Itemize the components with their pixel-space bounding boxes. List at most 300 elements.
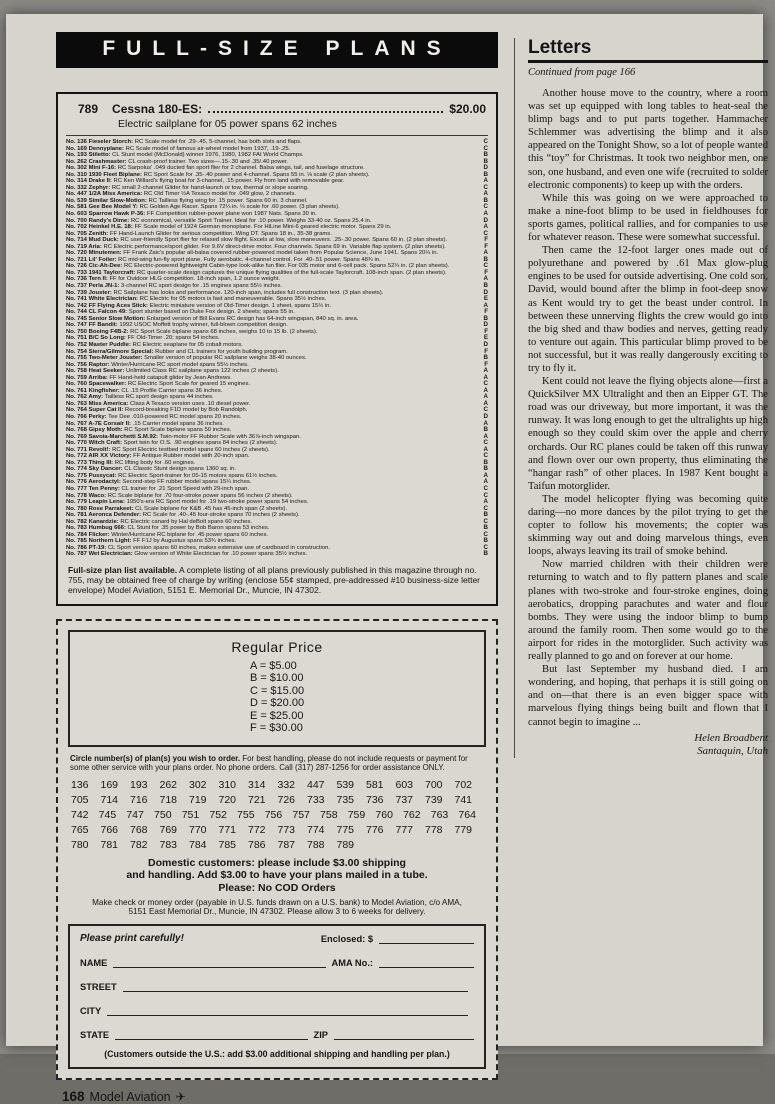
city-label: CITY: [80, 1005, 102, 1016]
plan-number: 783: [159, 838, 178, 851]
plan-number: 739: [425, 793, 443, 806]
plan-number: 769: [159, 823, 178, 836]
plan-price-code: E: [483, 295, 488, 303]
plan-description: 1992 USOC Moffett trophy winner, full-blown competition design.: [119, 322, 288, 329]
featured-plan-subtitle: Electric sailplane for 05 power spans 62 inches: [118, 118, 337, 130]
plan-price-code: B: [483, 314, 488, 322]
featured-plan-title: Cessna 180-ES:: [112, 102, 203, 116]
plan-description: RC Scale biplane for .70 four-stroke power spans 56 inches (2 sheets).: [107, 492, 293, 499]
plan-number-row: [71, 808, 486, 823]
plan-number: 759: [347, 808, 366, 821]
plan-price-code: D: [483, 164, 488, 172]
plan-title: No. 773 Thing III:: [66, 459, 114, 466]
ama-number-label: AMA No.:: [331, 957, 373, 968]
plan-number: 310: [218, 778, 237, 791]
plan-description: CL Scale biplane for K&B .45 has 45-inch span (2 sheets).: [135, 505, 288, 512]
plan-title: No. 302 Mini F-16:: [66, 165, 117, 172]
plan-price-code: F: [484, 242, 488, 250]
plan-title: No. 786 PT-19:: [66, 544, 107, 551]
plan-price-code: C: [483, 452, 488, 460]
plan-description: Tee Dee .010-powered RC model spans 20 inches.: [108, 413, 242, 420]
plan-title: No. 720 Minutemen:: [66, 250, 122, 257]
plan-title: No. 702 Heinkel H.E. 18:: [66, 224, 133, 231]
plan-price-code: C: [483, 491, 488, 499]
plan-description: Smaller version of popular RC sailplane weighs 38-40 ounces.: [144, 355, 307, 362]
featured-plan-number: 789: [78, 102, 99, 116]
plan-number: 302: [189, 778, 207, 791]
plan-number: 776: [366, 823, 384, 836]
no-cod-note: Please: No COD Orders: [218, 881, 336, 894]
plan-price-code: B: [483, 196, 488, 204]
plan-description: RC Electric for 05 motors is fast and maneuverable. Spans 35½ inches.: [139, 296, 327, 303]
footnote-text: A complete listing of all plans previously published in this magazine through no. 755, may be obtained free of charge by writing (enclose 55¢ stamped, pre-addressed #10 business-size letter envelope) Model Aviation, 5151 E. Memorial Dr., Muncie, IN 47302.: [68, 565, 481, 596]
magazine-title: Model Aviation: [89, 1089, 171, 1104]
plan-title: No. 726 Cic-Ah-Dee:: [66, 263, 123, 270]
plan-description: Enlarged version of Bill Evans RC design has 64-inch wingspan, 840 sq. in. area.: [146, 315, 359, 322]
plan-description: RC Old Timer ½A Texaco model for .049 glow, 2 channels.: [143, 191, 296, 198]
plan-number: 603: [395, 778, 414, 791]
plan-number: 733: [307, 793, 325, 806]
plan-description: Twin-motor FF Rubber Scale with 36⅞-inch wingspan.: [159, 433, 301, 440]
plan-price-code: A: [483, 445, 488, 453]
plan-title: No. 769 Savoia-Marchetti S.M.92:: [66, 433, 158, 440]
plan-description: Tailless RC sport design spans 44 inches.: [104, 394, 214, 401]
plan-description: Winter/Hurricane RC biplane for .45 power spans 60 inches.: [111, 531, 269, 538]
plan-description: Class A Texaco version uses .10 diesel power.: [129, 400, 251, 407]
plan-number: 781: [100, 838, 119, 851]
plan-number: 762: [403, 808, 421, 821]
plan-price-code: A: [483, 478, 488, 486]
plan-title: No. 762 Amy:: [66, 394, 104, 401]
plan-description: RC small 2-channel Glider for hand-launch or tow, thermal or slope soaring.: [111, 184, 309, 191]
plan-description: RC Electric performance/sport glider. For 9.6V direct-drive motor. Four channels. Spans 69 in. Variable flap system. (2 plan sheets).: [103, 243, 446, 250]
plan-price-code: B: [483, 255, 488, 263]
plan-title: No. 761 Kingfisher:: [66, 387, 120, 394]
plan-price-code: D: [483, 412, 488, 420]
plan-title: No. 721 Lil' Foiler:: [66, 256, 117, 263]
featured-plan: [66, 101, 488, 136]
plan-number: 786: [248, 838, 266, 851]
ordering-instructions-lead: Circle number(s) of plan(s) you wish to order.: [70, 754, 241, 764]
plan-number: 785: [218, 838, 237, 851]
plan-price-code: A: [483, 301, 488, 309]
plan-price-code: A: [483, 177, 488, 185]
plan-price-code: B: [483, 354, 488, 362]
plan-number: 780: [71, 838, 89, 851]
plan-title: No. 775 Pussycat:: [66, 472, 117, 479]
plan-number: 778: [425, 823, 443, 836]
letter-signature: [528, 732, 768, 758]
plan-number: 314: [248, 778, 266, 791]
price-code-line: E = $25.00: [249, 709, 304, 722]
plan-number: 770: [189, 823, 207, 836]
plan-title: No. 742 FF Flying Aces Stick:: [66, 302, 148, 309]
plan-number-row: [71, 838, 486, 853]
plan-number: 788: [307, 838, 325, 851]
plan-price-code: C: [483, 183, 488, 191]
name-line: [113, 957, 325, 968]
plan-title: No. 764 Super Cat II:: [66, 407, 124, 414]
plan-description: RC mid-wing fun-fly sport plane. Fully aerobatic. 4-channel control. For .40-.51 power. Spans 48¾ in.: [118, 256, 381, 263]
plan-price-code: F: [484, 308, 488, 316]
plan-price-code: A: [483, 471, 488, 479]
plan-price-code: A: [483, 498, 488, 506]
ordering-instructions-text: For best handling, please do not include requests or payment for some other service with your plans order. No phone orders. Call (317) 287-1256 for order assistance ONLY.: [70, 754, 468, 773]
plan-description: CL Stunt model (McDonald) winner 1976, 1980, 1982 FAI World Champs.: [112, 152, 304, 159]
plan-number: 752: [209, 808, 227, 821]
letters-heading: Letters: [528, 37, 592, 58]
plans-list: [66, 139, 488, 558]
plan-description: FF Frank Zaic's popular all-balsa covered rubber-powered model taken from Popular Science, June 1941. Spans 20¼ in.: [123, 250, 439, 257]
price-code-line: C = $15.00: [249, 684, 305, 697]
plan-description: RC Sarpolus' .049 ducted fan sport flier for 2 channel. Balsa wings, tail, and fuselage structure.: [117, 165, 365, 172]
plan-number: 756: [264, 808, 283, 821]
plan-title: No. 739 Jouster:: [66, 289, 112, 296]
plan-title: No. 754 Sierra/Gilmore Special:: [66, 348, 154, 355]
plan-description: RC Sport Electric testbed model spans 60 inches (2 sheets).: [112, 446, 270, 453]
plan-number: 764: [458, 808, 476, 821]
plan-number: 775: [336, 823, 355, 836]
street-label: STREET: [80, 981, 117, 992]
city-line: [107, 1005, 468, 1016]
letters-paragraph: Now married children with their children were returning to watch and to fly pattern planes and scale planes with two-stroke and four-stroke engines, doing aerobatics, dropping parachutes and water and flour bombs. They were using the indoor blimp to bump around the family room. Then some would go to the airport for rides in the motorglider. Such activity was really planned to go and on forever at our home.: [528, 559, 768, 663]
plan-number: 787: [277, 838, 296, 851]
mail-order-form: [68, 924, 486, 1069]
plan-title: No. 332 Zephyr:: [66, 184, 111, 191]
plan-title: No. 779 Leapin Lena:: [66, 499, 125, 506]
price-code-line: F = $30.00: [249, 722, 303, 735]
plan-title: No. 768 Gipsy Moth:: [66, 427, 123, 434]
plan-list-footnote: [66, 565, 488, 596]
plan-number: 772: [248, 823, 266, 836]
plan-price-code: C: [483, 517, 488, 525]
plan-title: No. 744 CL Falcon 49:: [66, 309, 128, 316]
plan-number: 784: [189, 838, 207, 851]
plan-price-code: B: [483, 282, 488, 290]
plan-description: CL trainer for .21 Sport Speed with 29-inch span.: [121, 485, 250, 492]
plan-description: Electric miniature version of Old-Timer design. 1 sheet, spans 15½ in.: [149, 302, 332, 309]
plan-price-code: C: [483, 380, 488, 388]
page-footer: [56, 1089, 498, 1104]
plan-number: 193: [130, 778, 148, 791]
page-number: 168: [62, 1088, 85, 1104]
plan-title: No. 705 Zenith:: [66, 230, 109, 237]
plan-price-code: C: [483, 406, 488, 414]
plan-title: No. 756 Raptor:: [66, 361, 110, 368]
plan-title: No. 745 Senior Slow Motion:: [66, 315, 146, 322]
plan-title: No. 759 Arriba:: [66, 374, 108, 381]
plan-description: CL Sport version spans 60 inches, makes extensive use of cardboard in construction.: [107, 544, 331, 551]
plan-description: RC Electric seaplane for 05 cobalt motors.: [132, 341, 243, 348]
plan-description: RC Electric canard by Hal deBolt spans 60 inches.: [120, 518, 252, 525]
plan-number: 262: [159, 778, 178, 791]
plan-price-code: B: [483, 157, 488, 165]
zip-label: ZIP: [313, 1029, 328, 1040]
plan-number: 765: [71, 823, 89, 836]
plan-number-row: [71, 823, 486, 838]
state-label: STATE: [80, 1029, 110, 1040]
plan-description: FF Old-Timer .20; spans 54 inches.: [127, 335, 220, 342]
plan-title: No. 770 Witch Craft:: [66, 440, 122, 447]
plan-number: 774: [307, 823, 325, 836]
order-form-box: [56, 619, 498, 1080]
plan-description: RC economical, versatile Sport Trainer. Ideal for .10 power. Weighs 33-40 oz. Spans 25.4 in.: [130, 217, 372, 224]
price-code-line: B = $10.00: [249, 672, 304, 685]
plan-title: No. 750 Boeing F4B-2:: [66, 328, 129, 335]
plan-price-code: F: [484, 360, 488, 368]
plan-number: 771: [218, 823, 237, 836]
plan-description: CL Stunt for .35 power by Bob Baron spans 53 inches.: [127, 525, 270, 532]
signature-name: Helen Broadbent: [694, 731, 768, 744]
plan-title: No. 780 Rose Parrakeet:: [66, 505, 134, 512]
plan-price-code: B: [483, 465, 488, 473]
plan-title: No. 752 Master Puddle:: [66, 341, 131, 348]
plan-title: No. 758 Heat Seeker:: [66, 368, 125, 375]
plan-number: 755: [237, 808, 255, 821]
plan-price-code: B: [483, 151, 488, 159]
plan-title: No. 714 Mud Duck:: [66, 237, 119, 244]
plan-description: Sport stunter based on Duke Fox design. 2 sheets; spans 55 in.: [128, 309, 295, 316]
plan-title: No. 763 Miss America:: [66, 400, 129, 407]
plan-description: RC quarter-scale design captures the unique flying qualities of the full-scale Taylorcraft. 108-inch span. (2 plan sheets).: [136, 269, 447, 276]
plan-description: CL crash-proof trainer. Two sizes—.15-.30 and .35/.40 power.: [128, 158, 289, 165]
plan-price-code: A: [483, 419, 488, 427]
print-carefully-label: Please print carefully!: [80, 932, 184, 944]
zip-line: [334, 1029, 474, 1040]
plan-description: FF F1J by Augustus spans 53¾ inches.: [133, 538, 237, 545]
state-line: [115, 1029, 307, 1040]
plan-description: RC Electric Sport-trainer for 05-15 motors spans 61½ inches.: [118, 472, 278, 479]
plan-price-code: C: [483, 530, 488, 538]
plan-price-code: C: [483, 262, 488, 270]
left-column: [56, 32, 498, 1104]
dotted-leader: [208, 103, 443, 113]
plan-description: 1950's-era RC Sport model for .19 two-stroke power spans 54 inches.: [126, 499, 309, 506]
price-code-line: D = $20.00: [249, 697, 305, 710]
plan-title: No. 719 Aria:: [66, 243, 102, 250]
plan-title: No. 776 Aerodactyl:: [66, 479, 121, 486]
plan-number-grid: [68, 778, 486, 853]
plan-title: No. 736 Tern II:: [66, 276, 108, 283]
plan-title: No. 784 Flicker:: [66, 531, 110, 538]
plan-price-code: C: [483, 144, 488, 152]
letters-paragraph: The model helicopter flying was becoming quite daring—no more dances by the pilot trying to get the copter to follow his movements; the copter was skimming way out and doing marvelous things, even loops, always leaving its trail of smoke behind.: [528, 493, 768, 558]
plan-title: No. 760 Spacewalker:: [66, 381, 127, 388]
plan-description: .15 Carrier model spans 36 inches.: [132, 420, 224, 427]
domestic-shipping-note: Domestic customers: please include $3.00 shipping and handling. Add $3.00 to have your plans mailed in a tube.: [126, 856, 428, 882]
plan-price-code: D: [483, 340, 488, 348]
plan-description: RC Sport Scale biplane spans 50 inches.: [124, 427, 232, 434]
plan-price-code: B: [483, 511, 488, 519]
plan-title: No. 603 Sparrow Hawk P-36:: [66, 211, 146, 218]
plan-title: No. 747 FF Bandit:: [66, 322, 118, 329]
plan-price-code: A: [483, 432, 488, 440]
airplane-icon: ✈: [175, 1089, 186, 1104]
plan-number: 719: [189, 793, 207, 806]
plan-title: No. 262 Crashmaster:: [66, 158, 127, 165]
plan-description: FF Scale model of 1924 German monoplane. For HiLine Mini-6 geared electric motor. Spans 29 in.: [134, 224, 392, 231]
plan-title: No. 778 Waco:: [66, 492, 107, 499]
plan-description: RC Ken Willard's flying boat for 3-channel, .15 power. Fly from land with removable gear.: [113, 178, 345, 185]
plan-title: No. 767 A-7E Corsair II:: [66, 420, 131, 427]
plan-title: No. 787 Wet Electrician:: [66, 551, 133, 558]
plan-price-code: B: [483, 458, 488, 466]
plan-number: 741: [454, 793, 473, 806]
payment-note: Make check or money order (payable in U.S. funds drawn on a U.S. bank) to Model Aviation, c/o AMA, 5151 East Memorial Dr., Muncie, IN 47302. Please allow 3 to 6 weeks for delivery.: [92, 897, 462, 917]
plan-number-row: [71, 793, 486, 808]
plan-title: No. 785 Northern Light:: [66, 538, 132, 545]
footnote-lead: Full-size plan list available.: [68, 565, 178, 575]
plan-description: Sport twin for O.S. .90 engines spans 84 inches (2 sheets).: [123, 440, 278, 447]
letters-column: [514, 38, 768, 758]
plan-title: No. 781 Aeronca Defender:: [66, 512, 142, 519]
plan-price-code: D: [483, 288, 488, 296]
magazine-page: [6, 14, 768, 1104]
plan-description: Record-breaking F1D model by Bob Randolph.: [124, 407, 248, 414]
plan-title: No. 136 Fieseler Storch:: [66, 139, 134, 145]
plan-description: Rubber and CL trainers for youth building program.: [155, 348, 288, 355]
plan-number: 581: [366, 778, 384, 791]
plan-number: 789: [336, 838, 355, 851]
plan-price-code: B: [483, 537, 488, 545]
plan-number: 721: [248, 793, 266, 806]
letters-paragraph: But last September my husband died. I am wondering, and hoping, that perhaps it is still going on and on—that there is an even bigger space with marvelous flying things being built and flown that I cannot begin to imagine ...: [528, 664, 768, 728]
plans-list-box: [56, 92, 498, 606]
plan-number: 750: [154, 808, 172, 821]
plan-description: FF Competition rubber-power plane won 1987 Nats. Spans 30 in.: [146, 211, 317, 218]
plan-number: 779: [454, 823, 473, 836]
plan-title: No. 766 Perky:: [66, 413, 107, 420]
plan-price-code: A: [483, 399, 488, 407]
plan-number: 169: [100, 778, 119, 791]
plan-description: FF Hand-Launch Glider for serious competition. Wing DT. Spans 18 in., 35-38 grams.: [109, 230, 332, 237]
plan-description: Second-step FF rubber model spans 15¼ inches.: [122, 479, 252, 486]
letters-rule: [528, 60, 768, 63]
plan-title: No. 581 Gee Bee Model Y:: [66, 204, 138, 211]
plan-description: RC Sailplane has looks and performance. 120-inch span, includes full construction text. (3 plan sheets).: [113, 289, 384, 296]
plan-number: 747: [126, 808, 144, 821]
plan-price-code: C: [483, 138, 488, 145]
continued-from-note: Continued from page 166: [528, 67, 636, 78]
letters-paragraph: Another house move to the country, where a room was set up equipped with long tables to heat-seal the blimp bags and to put parts together. Hammacher Schlemmer was advertising the blimp and it also appeared on the Tonight Show, so a lot of people wanted this “toy” for Christmas. It took two neighbor men, one son, one husband, and even one wife (recruited to solder electronic components) to keep up with the orders.: [528, 88, 768, 191]
plan-price-code: C: [483, 543, 488, 551]
plan-number: 758: [320, 808, 338, 821]
letters-paragraph: While this was going on we were approached to make a nine-foot blimp to be used in fieldhouses for sports games, political rallies, and for companies to use for whatever reason. These were somewhat successful.: [528, 192, 768, 244]
ordering-instructions: [70, 754, 484, 772]
plan-price-code: C: [483, 484, 488, 492]
price-code-line: A = $5.00: [249, 659, 297, 672]
plan-description: Winter/Hurricane RC sport model spans 55½ inches.: [111, 361, 249, 368]
letters-paragraph: Then came the 12-foot larger ones made out of polyurethane and powered by .61 Max glow-plug engines to be used for outside advertising. One cold son, David, would bound after the blimp in foot-deep snow as Kent would try to get the beast under control. In between these unnerving flights the crew would go into the big shed and thaw bodies and nerves, getting ready to venture out again. This particular blimp proved to be not successful, but it was really dangerously exciting to try to fly it.: [528, 245, 768, 374]
plan-title: No. 783 Humbug 666:: [66, 525, 126, 532]
plan-title: No. 774 Sky Dancer:: [66, 466, 123, 473]
plan-number-row: [71, 778, 486, 793]
plan-price-code: D: [483, 216, 488, 224]
plan-description: RC Electric Sport Scale for geared 15 engines.: [127, 381, 251, 388]
plan-price-code: B: [483, 550, 488, 558]
plan-number: 726: [277, 793, 296, 806]
plan-price-code: C: [483, 229, 488, 237]
signature-place: Santaquin, Utah: [697, 744, 768, 757]
plan-price-code: F: [484, 268, 488, 276]
plan-number: 777: [395, 823, 414, 836]
letters-paragraph: Kent could not leave the flying objects alone—first a QuickSilver MX Ultralight and then an Eipper GT. The road was our driveway, but more important, it was the runway. It was long enough to get the ultralights up high enough so they could skim over the apple and cherry orchards. Our RC planes could be taken off this runway and flown over our own property, thus eliminating the “hangar rash” of other places. In 1987 Kent bought a Taifun motorglider.: [528, 376, 768, 492]
plan-number: 332: [277, 778, 296, 791]
plan-number: 447: [307, 778, 325, 791]
plan-description: CL .15 Profile Carrier spans 36 inches.: [121, 387, 223, 394]
plan-title: No. 772 AIR XX Victory:: [66, 453, 132, 460]
plan-description: RC Sport Scale biplane spans 68 inches, weighs 10 to 15 lb. (2 sheets).: [130, 328, 318, 335]
plan-number: 751: [181, 808, 200, 821]
regular-price-box: [68, 630, 486, 748]
plan-number: 773: [277, 823, 296, 836]
plan-description: Unlimited Class RC sailplane spans 122 inches (2 sheets).: [125, 368, 279, 375]
plan-price-code: A: [483, 393, 488, 401]
letters-body: [528, 87, 768, 729]
plan-number: 735: [336, 793, 355, 806]
plan-number: 742: [71, 808, 89, 821]
plan-description: RC Sport Scale for .35-.40 power and 4-channel. Spans 55 in. ⅛ scale (2 plan sheets).: [143, 171, 370, 178]
plan-row: [66, 551, 488, 558]
regular-price-title: Regular Price: [231, 638, 323, 655]
plan-title: No. 751 B/C So Long:: [66, 335, 126, 342]
plan-number: 757: [292, 808, 310, 821]
plan-price-code: E: [483, 334, 488, 342]
plan-description: FF Antique Rubber model with 20-inch span.: [133, 453, 250, 460]
plan-description: RC user-friendly Sport flier for relaxed slow flight. Excels at low, slow maneuvers. .25-.30 power. Spans 60 in. (2 plan sheets).: [120, 237, 448, 244]
plan-description: RC Scale model for .29-.45, 5-channel, has both slots and flaps.: [134, 139, 302, 145]
plan-price-code: C: [483, 439, 488, 447]
outside-us-note: (Customers outside the U.S.: add $3.00 additional shipping and handling per plan.): [104, 1048, 450, 1059]
plan-price-code: B: [483, 524, 488, 532]
plan-price-code: F: [484, 236, 488, 244]
plan-title: No. 755 Two-Meter Jouster:: [66, 355, 143, 362]
featured-plan-price: $20.00: [449, 102, 486, 116]
plan-price-code: A: [483, 249, 488, 257]
plan-description: RC lifting body for .60 engines.: [114, 459, 196, 466]
ama-number-line: [379, 957, 474, 968]
plan-number: 716: [130, 793, 148, 806]
plan-description: RC Tailless flying wing for .15 power. Spans 60 in. 3 channel.: [148, 197, 308, 204]
plan-title: No. 741 White Electrician:: [66, 296, 139, 303]
plan-description: RC Scale model of famous air-wheel model from 1937, .19-.25.: [125, 145, 291, 152]
plan-price-code: A: [483, 367, 488, 375]
plan-number: 718: [159, 793, 178, 806]
plan-number: 737: [395, 793, 414, 806]
plan-description: FF for Outdoor HLG competition. 18-inch span, 1.2 ounce weight.: [109, 276, 281, 283]
plan-title: No. 733 1941 Taylorcraft:: [66, 269, 136, 276]
plan-number: 763: [430, 808, 449, 821]
plan-price-code: C: [483, 504, 488, 512]
plan-price-code: A: [483, 223, 488, 231]
plan-price-code: A: [483, 275, 488, 283]
plan-description: 3-channel RC sport design for .15 engines spans 55½ inches.: [121, 283, 283, 290]
plan-number: 702: [454, 778, 473, 791]
plan-number: 768: [130, 823, 148, 836]
plan-number: 539: [336, 778, 355, 791]
plan-price-code: D: [483, 321, 488, 329]
plan-number: 760: [375, 808, 393, 821]
full-size-plans-banner: FULL-SIZE PLANS: [56, 32, 498, 68]
enclosed-label: Enclosed: $: [320, 933, 373, 944]
plan-number: 714: [100, 793, 119, 806]
plan-price-code: F: [484, 347, 488, 355]
plan-title: No. 737 Perla JN-1:: [66, 283, 120, 290]
street-line: [123, 981, 468, 992]
plan-description: Glow version of White Electrician for .10 power spans 35½ inches.: [134, 551, 308, 558]
plan-title: No. 539 Similar Slow-Motion:: [66, 197, 147, 204]
plan-title: No. 771 Revolt!:: [66, 446, 111, 453]
